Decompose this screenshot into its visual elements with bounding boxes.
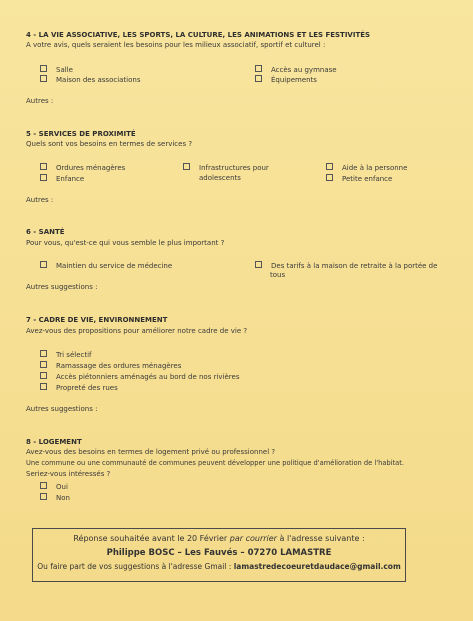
section-7-question: Avez-vous des propositions pour améliorer notre cadre de vie ? <box>26 327 248 335</box>
option-tarifs-maison-retraite[interactable]: Des tarifs à la maison de retraite à la portée de <box>255 261 437 271</box>
section-8-title: 8 - LOGEMENT <box>26 438 82 446</box>
option-proprete-rues[interactable]: Propreté des rues <box>40 383 118 393</box>
option-maintien-medecine[interactable]: Maintien du service de médecine <box>40 261 172 271</box>
section-5-title: 5 - SERVICES DE PROXIMITÉ <box>26 130 136 138</box>
checkbox-icon[interactable] <box>255 75 262 82</box>
checkbox-icon[interactable] <box>40 482 47 489</box>
option-equipements[interactable]: Équipements <box>255 75 317 85</box>
checkbox-icon[interactable] <box>40 372 47 379</box>
section-7-title: 7 - CADRE DE VIE, ENVIRONNEMENT <box>26 316 168 324</box>
checkbox-icon[interactable] <box>255 65 262 72</box>
option-non[interactable]: Non <box>40 493 70 503</box>
checkbox-icon[interactable] <box>326 174 333 181</box>
checkbox-icon[interactable] <box>183 163 190 170</box>
checkbox-icon[interactable] <box>40 493 47 500</box>
postal-address: Philippe BOSC – Les Fauvés – 07270 LAMASTRE <box>106 548 332 558</box>
checkbox-icon[interactable] <box>40 65 47 72</box>
option-maison-associations[interactable]: Maison des associations <box>40 75 141 85</box>
section-8-question-1: Avez-vous des besoins en termes de logement privé ou professionnel ? <box>26 448 276 456</box>
checkbox-icon[interactable] <box>40 174 47 181</box>
section-6-others: Autres suggestions : <box>26 283 98 291</box>
checkbox-icon[interactable] <box>255 261 262 268</box>
checkbox-icon[interactable] <box>40 350 47 357</box>
option-infrastructures-adolescents[interactable]: Infrastructures pour <box>183 163 269 173</box>
section-4-others: Autres : <box>26 97 54 105</box>
checkbox-icon[interactable] <box>40 383 47 390</box>
checkbox-icon[interactable] <box>326 163 333 170</box>
option-enfance[interactable]: Enfance <box>40 174 84 184</box>
reply-deadline-line: Réponse souhaitée avant le 20 Février par courrier à l'adresse suivante : <box>73 534 365 543</box>
section-5-others: Autres : <box>26 196 54 204</box>
option-petite-enfance[interactable]: Petite enfance <box>326 174 392 184</box>
reply-info-box <box>32 528 406 582</box>
option-ramassage-ordures[interactable]: Ramassage des ordures ménagères <box>40 361 181 371</box>
email-link[interactable]: lamastredecoeuretdaudace@gmail.com <box>233 562 401 571</box>
option-ordures-menageres[interactable]: Ordures ménagères <box>40 163 125 173</box>
checkbox-icon[interactable] <box>40 75 47 82</box>
checkbox-icon[interactable] <box>40 361 47 368</box>
option-tarifs-maison-retraite-line2: tous <box>270 271 286 279</box>
section-6-title: 6 - SANTÉ <box>26 228 65 236</box>
option-acces-pietonniers[interactable]: Accès piétonniers aménagés au bord de nos rivières <box>40 372 239 382</box>
section-6-question: Pour vous, qu'est-ce qui vous semble le plus important ? <box>26 239 225 247</box>
email-line: Ou faire part de vos suggestions à l'adresse Gmail : lamastredecoeuretdaudace@gmail.com <box>37 562 401 571</box>
option-salle[interactable]: Salle <box>40 65 73 75</box>
section-7-others: Autres suggestions : <box>26 405 98 413</box>
option-acces-gymnase[interactable]: Accès au gymnase <box>255 65 337 75</box>
section-4-question: A votre avis, quels seraient les besoins pour les milieux associatif, sportif et culturel : <box>26 41 326 49</box>
checkbox-icon[interactable] <box>40 163 47 170</box>
section-8-question-2: Une commune ou une communauté de communes peuvent développer une politique d'amélioration de l'habitat. <box>26 459 404 467</box>
section-8-question-3: Seriez-vous intéressés ? <box>26 470 111 478</box>
section-4-title: 4 - LA VIE ASSOCIATIVE, LES SPORTS, LA CULTURE, LES ANIMATIONS ET LES FESTIVITÉS <box>26 31 371 39</box>
option-tri-selectif[interactable]: Tri sélectif <box>40 350 92 360</box>
checkbox-icon[interactable] <box>40 261 47 268</box>
option-oui[interactable]: Oui <box>40 482 68 492</box>
section-5-question: Quels sont vos besoins en termes de services ? <box>26 140 193 148</box>
option-infrastructures-adolescents-line2: adolescents <box>199 174 241 182</box>
option-aide-personne[interactable]: Aide à la personne <box>326 163 407 173</box>
